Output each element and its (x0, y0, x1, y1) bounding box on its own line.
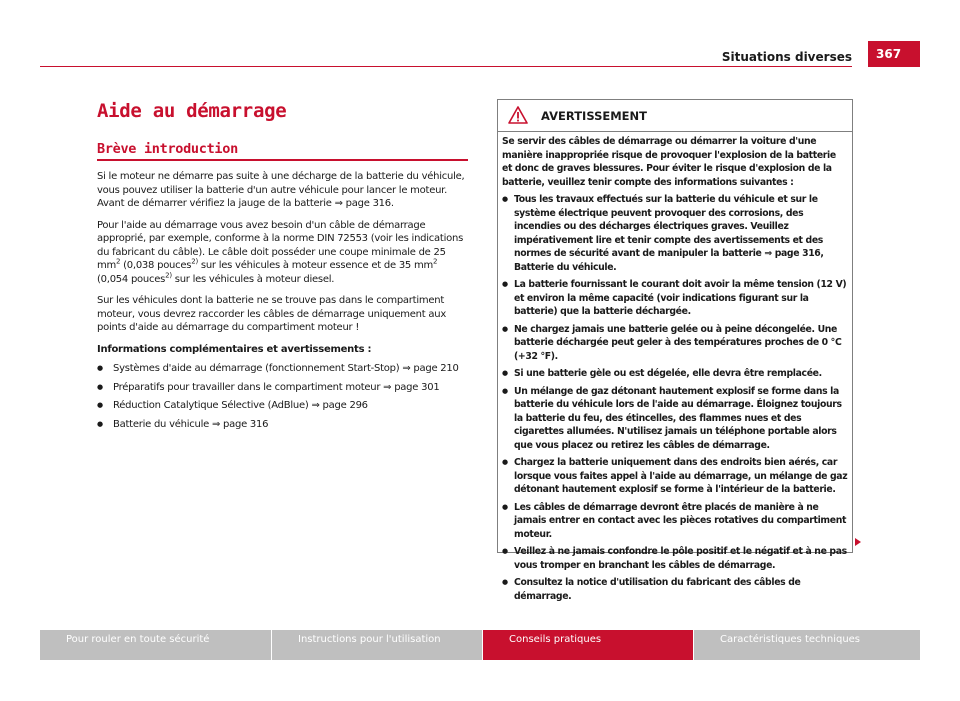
warning-item: ● Les câbles de démarrage devront être placés de manière à ne jamais entrer en contact avec les pièces rotatives du compartiment moteur. (502, 501, 848, 542)
warning-item: ● Chargez la batterie uniquement dans des endroits bien aérés, car lorsque vous faites appel à l'aide au démarrage, un mélange de gaz détonant hautement explosif se forme à l'intérieur de la batterie. (502, 456, 848, 497)
footer-tab-securite[interactable]: Pour rouler en toute sécurité (40, 630, 272, 660)
info-list-item[interactable]: ● Préparatifs pour travailler dans le compartiment moteur ⇒ page 301 (97, 381, 469, 395)
footer-tab-instructions[interactable]: Instructions pour l'utilisation (272, 630, 483, 660)
text-span: (0,054 pouces (97, 273, 166, 285)
header-rule (40, 66, 852, 67)
section-rule (97, 159, 468, 161)
info-list-item[interactable]: ● Batterie du véhicule ⇒ page 316 (97, 418, 469, 432)
intro-paragraph-3: Sur les véhicules dont la batterie ne se trouve pas dans le compartiment moteur, vous devrez raccorder les câbles de démarrage uniquement aux points d'aide au démarrage du compartiment moteur ! (97, 295, 446, 333)
warning-item: ● Ne chargez jamais une batterie gelée ou à peine décongelée. Une batterie déchargée peut geler à des températures proches de 0 °C (+32 °F). (502, 323, 848, 364)
warning-item: ● Consultez la notice d'utilisation du fabricant des câbles de démarrage. (502, 576, 848, 603)
warning-box (497, 99, 853, 602)
footer-tab-conseils[interactable]: Conseils pratiques (483, 630, 694, 660)
intro-column (97, 170, 469, 436)
info-list (97, 362, 469, 431)
footer-nav (40, 630, 920, 660)
running-header: Situations diverses (721, 50, 852, 64)
text-span: (0,038 pouces (120, 260, 192, 271)
page-number-badge: 367 (868, 41, 920, 67)
page-title: Aide au démarrage (97, 100, 287, 122)
info-list-item[interactable]: ● Réduction Catalytique Sélective (AdBlue) ⇒ page 296 (97, 399, 469, 413)
text-span: sur les véhicules à moteur diesel. (171, 273, 335, 285)
warning-item: ● Veillez à ne jamais confondre le pôle positif et le négatif et à ne pas vous tromper en branchant les câbles de démarrage. (502, 545, 848, 572)
warning-item: ● Un mélange de gaz détonant hautement explosif se forme dans la batterie du véhicule lors de l'aide au démarrage. Éloignez toujours la batterie du feu, des étincelles, des flammes nues et des cigarettes allumées. N'utilisez jamais un téléphone portable alors que vous placez ou retirez les câbles de démarrage. (502, 385, 848, 453)
info-heading: Informations complémentaires et avertissements : (97, 343, 372, 355)
warning-triangle-icon (508, 106, 528, 124)
warning-header (498, 100, 852, 132)
footer-tab-caracteristiques[interactable]: Caractéristiques techniques (694, 630, 920, 660)
intro-paragraph-1: Si le moteur ne démarre pas suite à une décharge de la batterie du véhicule, vous pouvez utiliser la batterie d'un autre véhicule pour lancer le moteur. Avant de démarrer vérifiez la jauge de la batterie ⇒ page 316. (97, 171, 465, 209)
continue-arrow-icon[interactable] (855, 538, 861, 546)
intro-paragraph-2 (97, 219, 469, 287)
info-list-item[interactable]: ● Systèmes d'aide au démarrage (fonctionnement Start-Stop) ⇒ page 210 (97, 362, 469, 376)
superscript: 2) (165, 271, 172, 280)
warning-item: ● Tous les travaux effectués sur la batterie du véhicule et sur le système électrique peuvent provoquer des corrosions, des incendies ou des décharges électriques graves. Veuillez impérativement lire et tenir compte des avertissements et des normes de sécurité avant de manipuler la batterie ⇒ page 316, Batterie du véhicule. (502, 193, 848, 274)
warning-item: ● Si une batterie gèle ou est dégelée, elle devra être remplacée. (502, 367, 848, 381)
text-span: Pour l'aide au démarrage vous avez besoin d'un câble de démarrage approprié, par exemple, conforme à la norme DIN 72553 (voir les indications du fabricant du câble). Le câble doit posséder une coupe minimale de 25 mm (97, 219, 464, 271)
warning-item: ● La batterie fournissant le courant doit avoir la même tension (12 V) et environ la même capacité (voir indications figurant sur la batterie) que la batterie déchargée. (502, 278, 848, 319)
superscript: 2 (115, 257, 121, 266)
text-span: sur les véhicules à moteur essence et de 35 mm (197, 260, 433, 271)
superscript: 2) (191, 257, 198, 266)
superscript: 2 (432, 257, 438, 266)
section-title: Brève introduction (97, 141, 238, 157)
warning-body (502, 135, 848, 607)
warning-intro: Se servir des câbles de démarrage ou démarrer la voiture d'une manière inappropriée risque de provoquer l'explosion de la batterie et donc de graves blessures. Pour éviter le risque d'explosion de la batterie, veuillez tenir compte des informations suivantes : (502, 136, 836, 188)
warning-title: AVERTISSEMENT (541, 109, 648, 123)
